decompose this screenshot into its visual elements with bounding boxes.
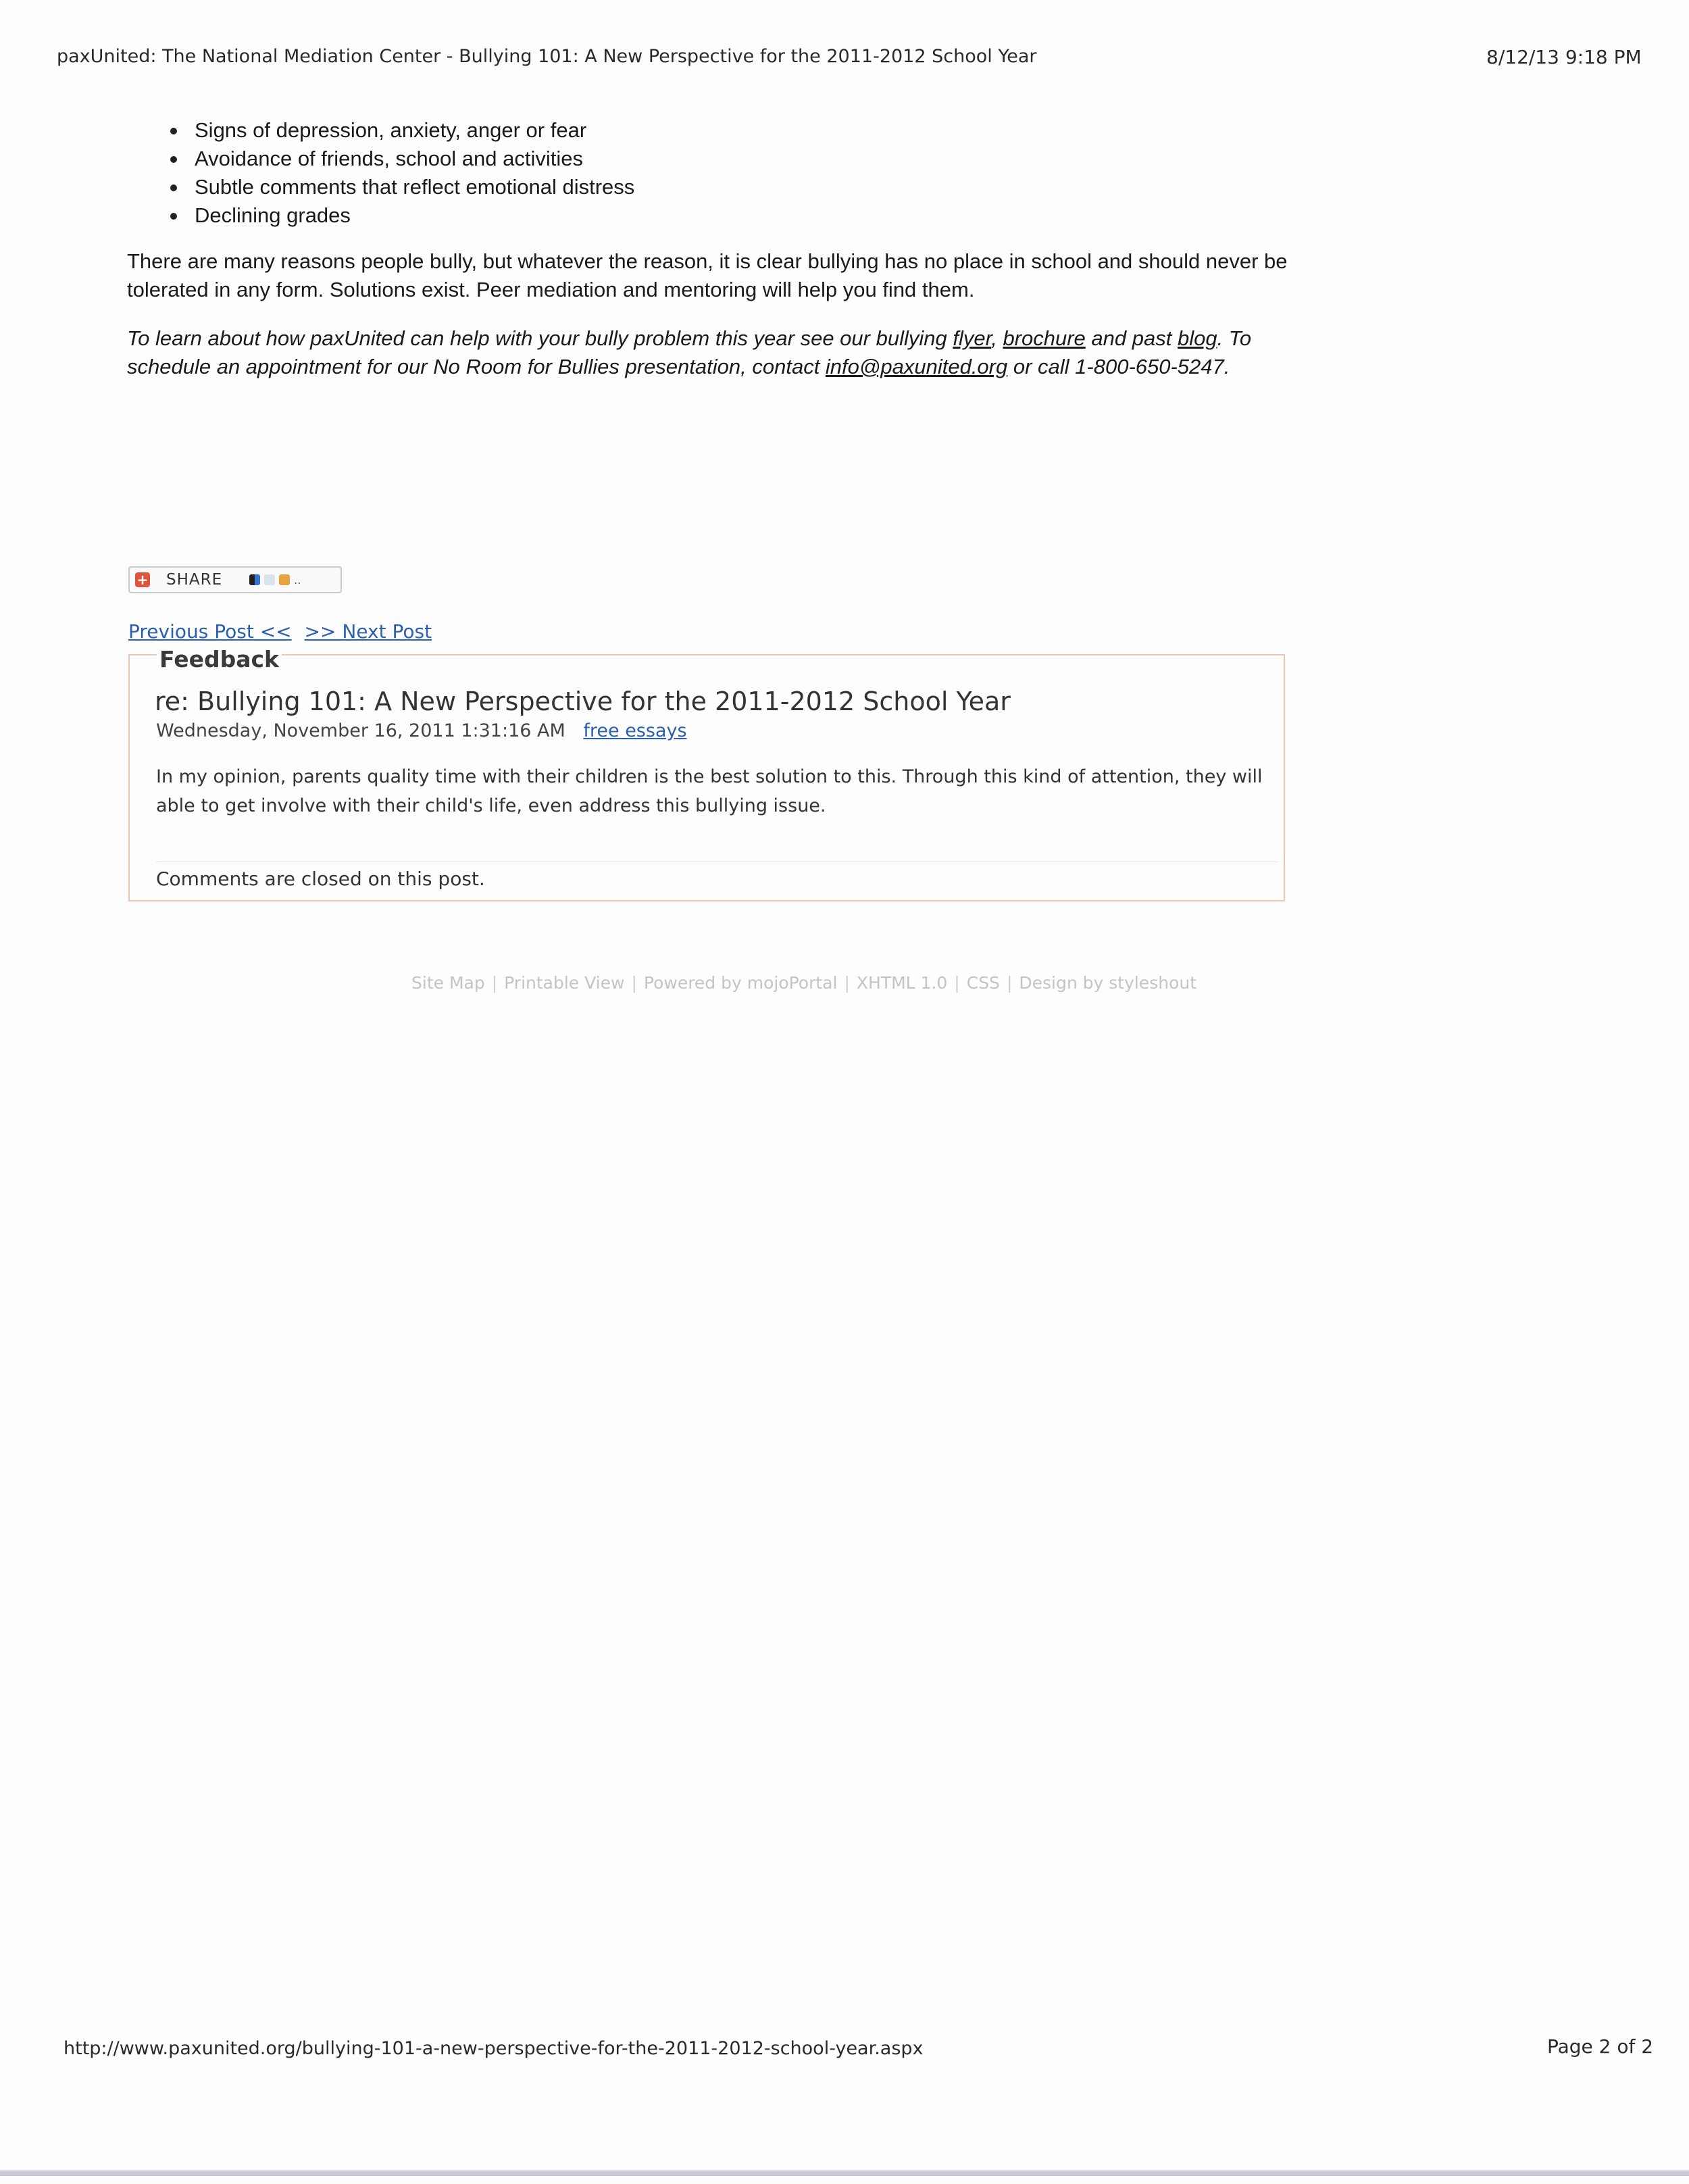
cta-middle: . To schedule an appointment for our No Room for Bullies presentation, contact [127,326,1252,378]
cta-comma: , [991,326,1003,350]
blog-link[interactable]: blog [1177,326,1217,350]
feedback-heading: Feedback [157,646,282,672]
printable-view-link[interactable]: Printable View [504,973,625,993]
plus-icon: + [135,572,150,587]
styleshout-link[interactable]: Design by styleshout [1019,973,1197,993]
comment-body: In my opinion, parents quality time with their children is the best solution to this. Through this kind of attention, they will able to get involve with their child's life, even address this bullying issue. [156,766,1263,816]
brochure-link[interactable]: brochure [1003,326,1086,350]
list-item: Avoidance of friends, school and activities [195,145,1289,173]
cta-end: or call 1-800-650-5247. [1007,355,1230,378]
list-item: Subtle comments that reflect emotional distress [195,173,1289,201]
footer-separator: | [631,973,637,993]
article-paragraph: There are many reasons people bully, but whatever the reason, it is clear bullying has no place in school and should never be tolerated in any form. Solutions exist. Peer mediation and mentoring will help you find them. [127,249,1288,301]
site-footer-links [411,973,1196,993]
comment-date: Wednesday, November 16, 2011 1:31:16 AM [156,720,565,741]
share-label: SHARE [166,571,223,589]
css-link[interactable]: CSS [966,973,1000,993]
share-button[interactable] [128,566,342,593]
list-item: Signs of depression, anxiety, anger or fear [195,116,1289,145]
warning-signs-list [127,116,1289,230]
article-content [127,116,1289,381]
comment-title: re: Bullying 101: A New Perspective for the 2011-2012 School Year [155,687,1011,716]
list-item: Declining grades [195,201,1289,230]
footer-separator: | [844,973,850,993]
comment-author-link[interactable]: free essays [583,720,687,741]
mojoportal-link[interactable]: Powered by mojoPortal [643,973,838,993]
flyer-link[interactable]: flyer [953,326,992,350]
cta-intro: To learn about how paxUnited can help with your bully problem this year see our bullying [127,326,953,350]
email-link[interactable]: info@paxunited.org [825,355,1008,378]
share-services [249,574,301,587]
next-post-link[interactable]: >> Next Post [304,620,432,643]
comments-closed-notice: Comments are closed on this post. [156,868,485,890]
footer-separator: | [491,973,498,993]
more-icon: .. [294,573,301,587]
footer-separator: | [1006,973,1013,993]
print-header-datetime: 8/12/13 9:18 PM [1486,46,1642,68]
call-to-action [127,324,1289,381]
site-map-link[interactable]: Site Map [411,973,485,993]
scan-bottom-edge [0,2170,1689,2176]
footer-separator: | [954,973,960,993]
print-footer-url: http://www.paxunited.org/bullying-101-a-new-perspective-for-the-2011-2012-school-year.aspx [64,2038,924,2059]
cta-and-past: and past [1085,326,1178,350]
print-header-title: paxUnited: The National Mediation Center - Bullying 101: A New Perspective for the 2011-2012 School Year [57,46,1037,67]
digg-icon [264,574,275,585]
print-footer-page-number: Page 2 of 2 [1547,2035,1654,2058]
previous-post-link[interactable]: Previous Post << [128,620,292,643]
comment-meta [156,720,687,741]
xhtml-link[interactable]: XHTML 1.0 [856,973,948,993]
stumbleupon-icon [279,574,290,585]
post-navigation [128,620,432,643]
delicious-icon [249,574,260,585]
